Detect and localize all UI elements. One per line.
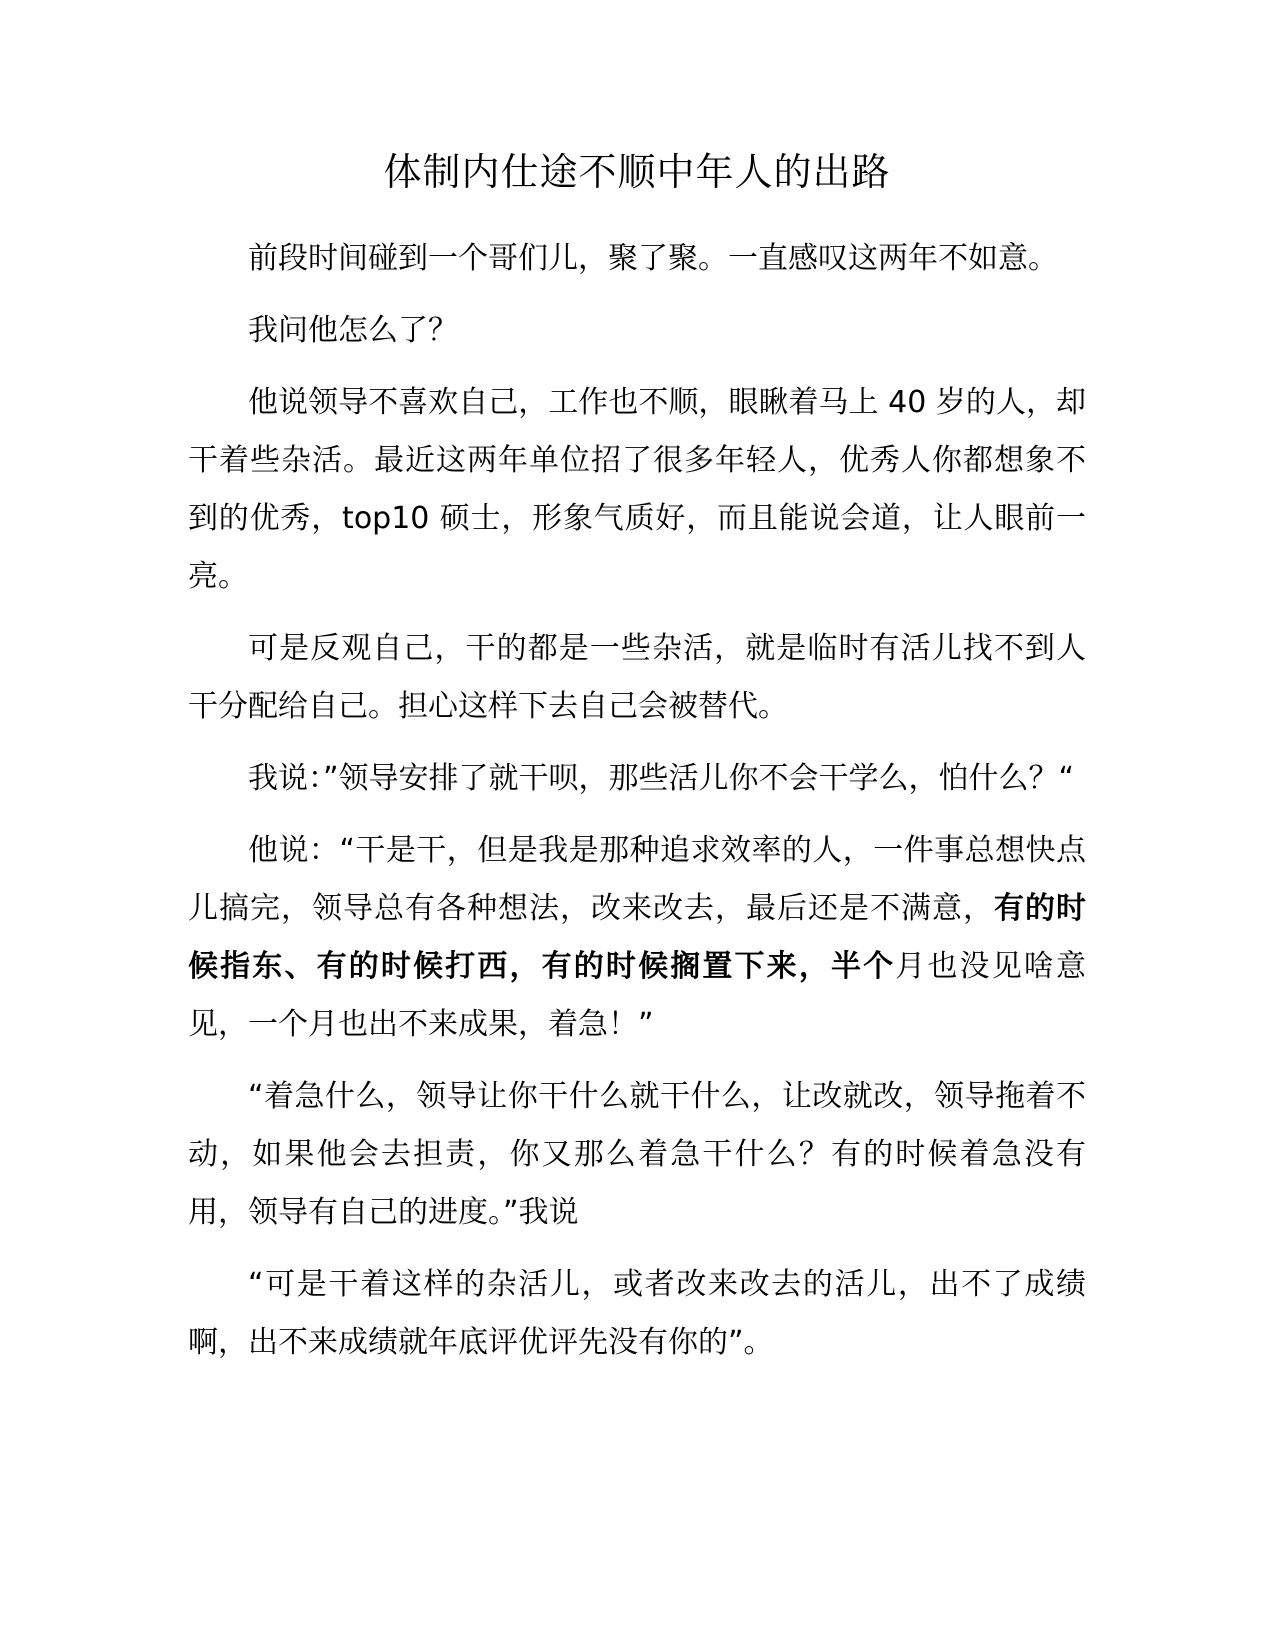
document-body <box>188 140 1086 1386</box>
paragraph-8: “可是干着这样的杂活儿，或者改来改去的活儿，出不了成绩啊，出不来成绩就年底评优评先没有你的”。 <box>188 1267 1086 1360</box>
document-title: 体制内仕途不顺中年人的出路 <box>383 150 891 194</box>
paragraph-6-text-end: 月也没见啥意见，一个月也出不来成果，着急！” <box>188 949 1087 1042</box>
paragraph-6-bold-text: 有的时候指东、有的时候打西，有的时候搁置下来，半个 <box>188 891 1086 984</box>
paragraph-4: 可是反观自己，干的都是一些杂活，就是临时有活儿找不到人干分配给自己。担心这样下去自己会被替代。 <box>188 631 1086 724</box>
paragraph-5: 我说：”领导安排了就干呗，那些活儿你不会干学么，怕什么？“ <box>248 761 1075 796</box>
paragraph-6 <box>188 822 1086 1054</box>
paragraph-7: “着急什么，领导让你干什么就干什么，让改就改，领导拖着不动，如果他会去担责，你又那么着急干什么？有的时候着急没有用，领导有自己的进度。”我说 <box>188 1079 1086 1230</box>
paragraph-2: 我问他怎么了？ <box>248 313 458 348</box>
paragraph-1: 前段时间碰到一个哥们儿，聚了聚。一直感叹这两年不如意。 <box>248 241 1058 276</box>
paragraph-3: 他说领导不喜欢自己，工作也不顺，眼瞅着马上 40 岁的人，却干着些杂活。最近这两年单位招了很多年轻人，优秀人你都想象不到的优秀，top10 硕士，形象气质好，而且能说会道，让人眼前一亮。 <box>188 385 1086 594</box>
paragraph-6-text-start: 他说：“干是干，但是我是那种追求效率的人，一件事总想快点儿搞完，领导总有各种想法，改来改去，最后还是不满意， <box>188 833 1086 926</box>
